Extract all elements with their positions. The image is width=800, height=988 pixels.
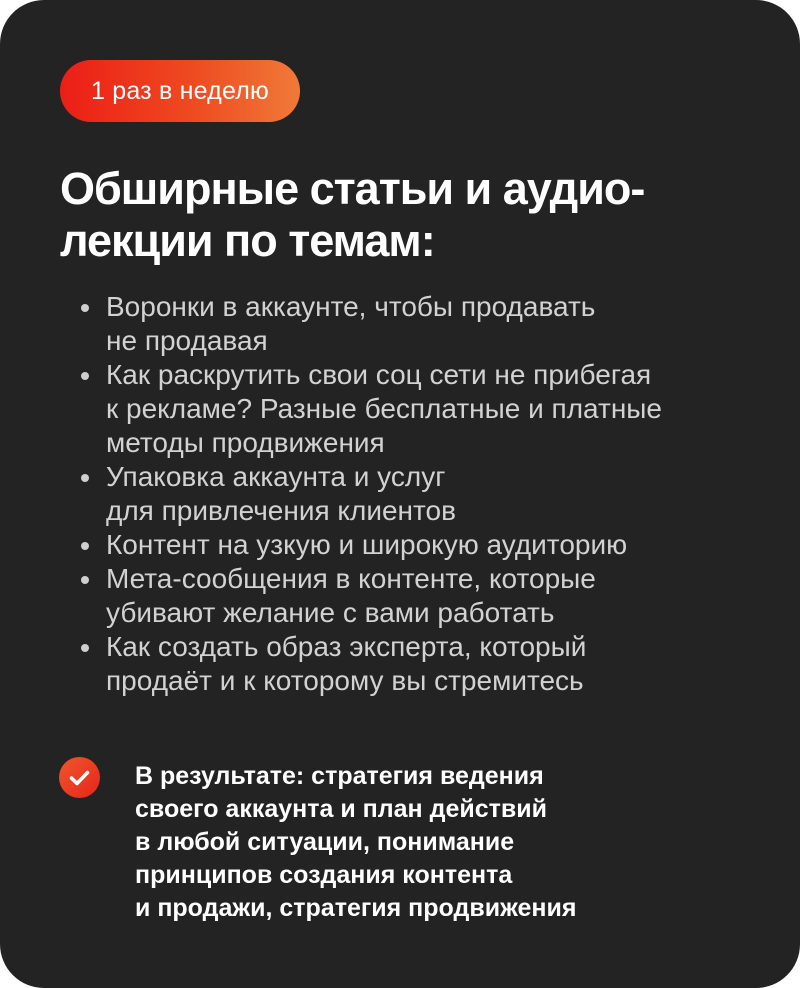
result-line: в любой ситуации, понимание [135, 828, 515, 856]
topic-line: Как создать образ эксперта, который [106, 631, 587, 662]
topic-line: Мета-сообщения в контенте, которые [106, 563, 596, 594]
topic-item [62, 630, 762, 698]
topic-item [62, 358, 762, 460]
check-circle-icon [59, 757, 100, 798]
bullet-dot-icon [81, 542, 89, 550]
card-title-line: лекции по темам: [60, 215, 435, 266]
result-line: своего аккаунта и план действий [135, 795, 547, 823]
topic-line: Упаковка аккаунта и услуг [106, 461, 446, 492]
result-line: принципов создания контента [135, 861, 513, 889]
topic-item [62, 290, 762, 358]
topic-line: к рекламе? Разные бесплатные и платные [106, 393, 662, 424]
bullet-dot-icon [81, 644, 89, 652]
topic-item [62, 460, 762, 528]
topic-line: Контент на узкую и широкую аудиторию [106, 529, 628, 560]
bullet-dot-icon [81, 304, 89, 312]
result-line: и продажи, стратегия продвижения [135, 894, 577, 922]
topic-line: методы продвижения [106, 427, 385, 458]
card-title-line: Обширные статьи и аудио- [60, 163, 645, 214]
topic-line: для привлечения клиентов [106, 495, 456, 526]
topic-line: не продавая [106, 325, 268, 356]
topic-line: продаёт и к которому вы стремитесь [106, 665, 584, 696]
card-title [60, 163, 740, 267]
topic-line: Воронки в аккаунте, чтобы продавать [106, 291, 596, 322]
frequency-badge [60, 60, 300, 122]
bullet-dot-icon [81, 372, 89, 380]
topic-line: Как раскрутить свои соц сети не прибегая [106, 359, 652, 390]
result-summary [135, 760, 775, 925]
topic-line: убивают желание с вами работать [106, 597, 555, 628]
bullet-dot-icon [81, 576, 89, 584]
topic-item [62, 562, 762, 630]
topic-item [62, 528, 762, 562]
frequency-badge-label: 1 раз в неделю [91, 77, 269, 105]
bullet-dot-icon [81, 474, 89, 482]
topics-list [62, 290, 762, 698]
result-line: В результате: стратегия ведения [135, 762, 544, 790]
